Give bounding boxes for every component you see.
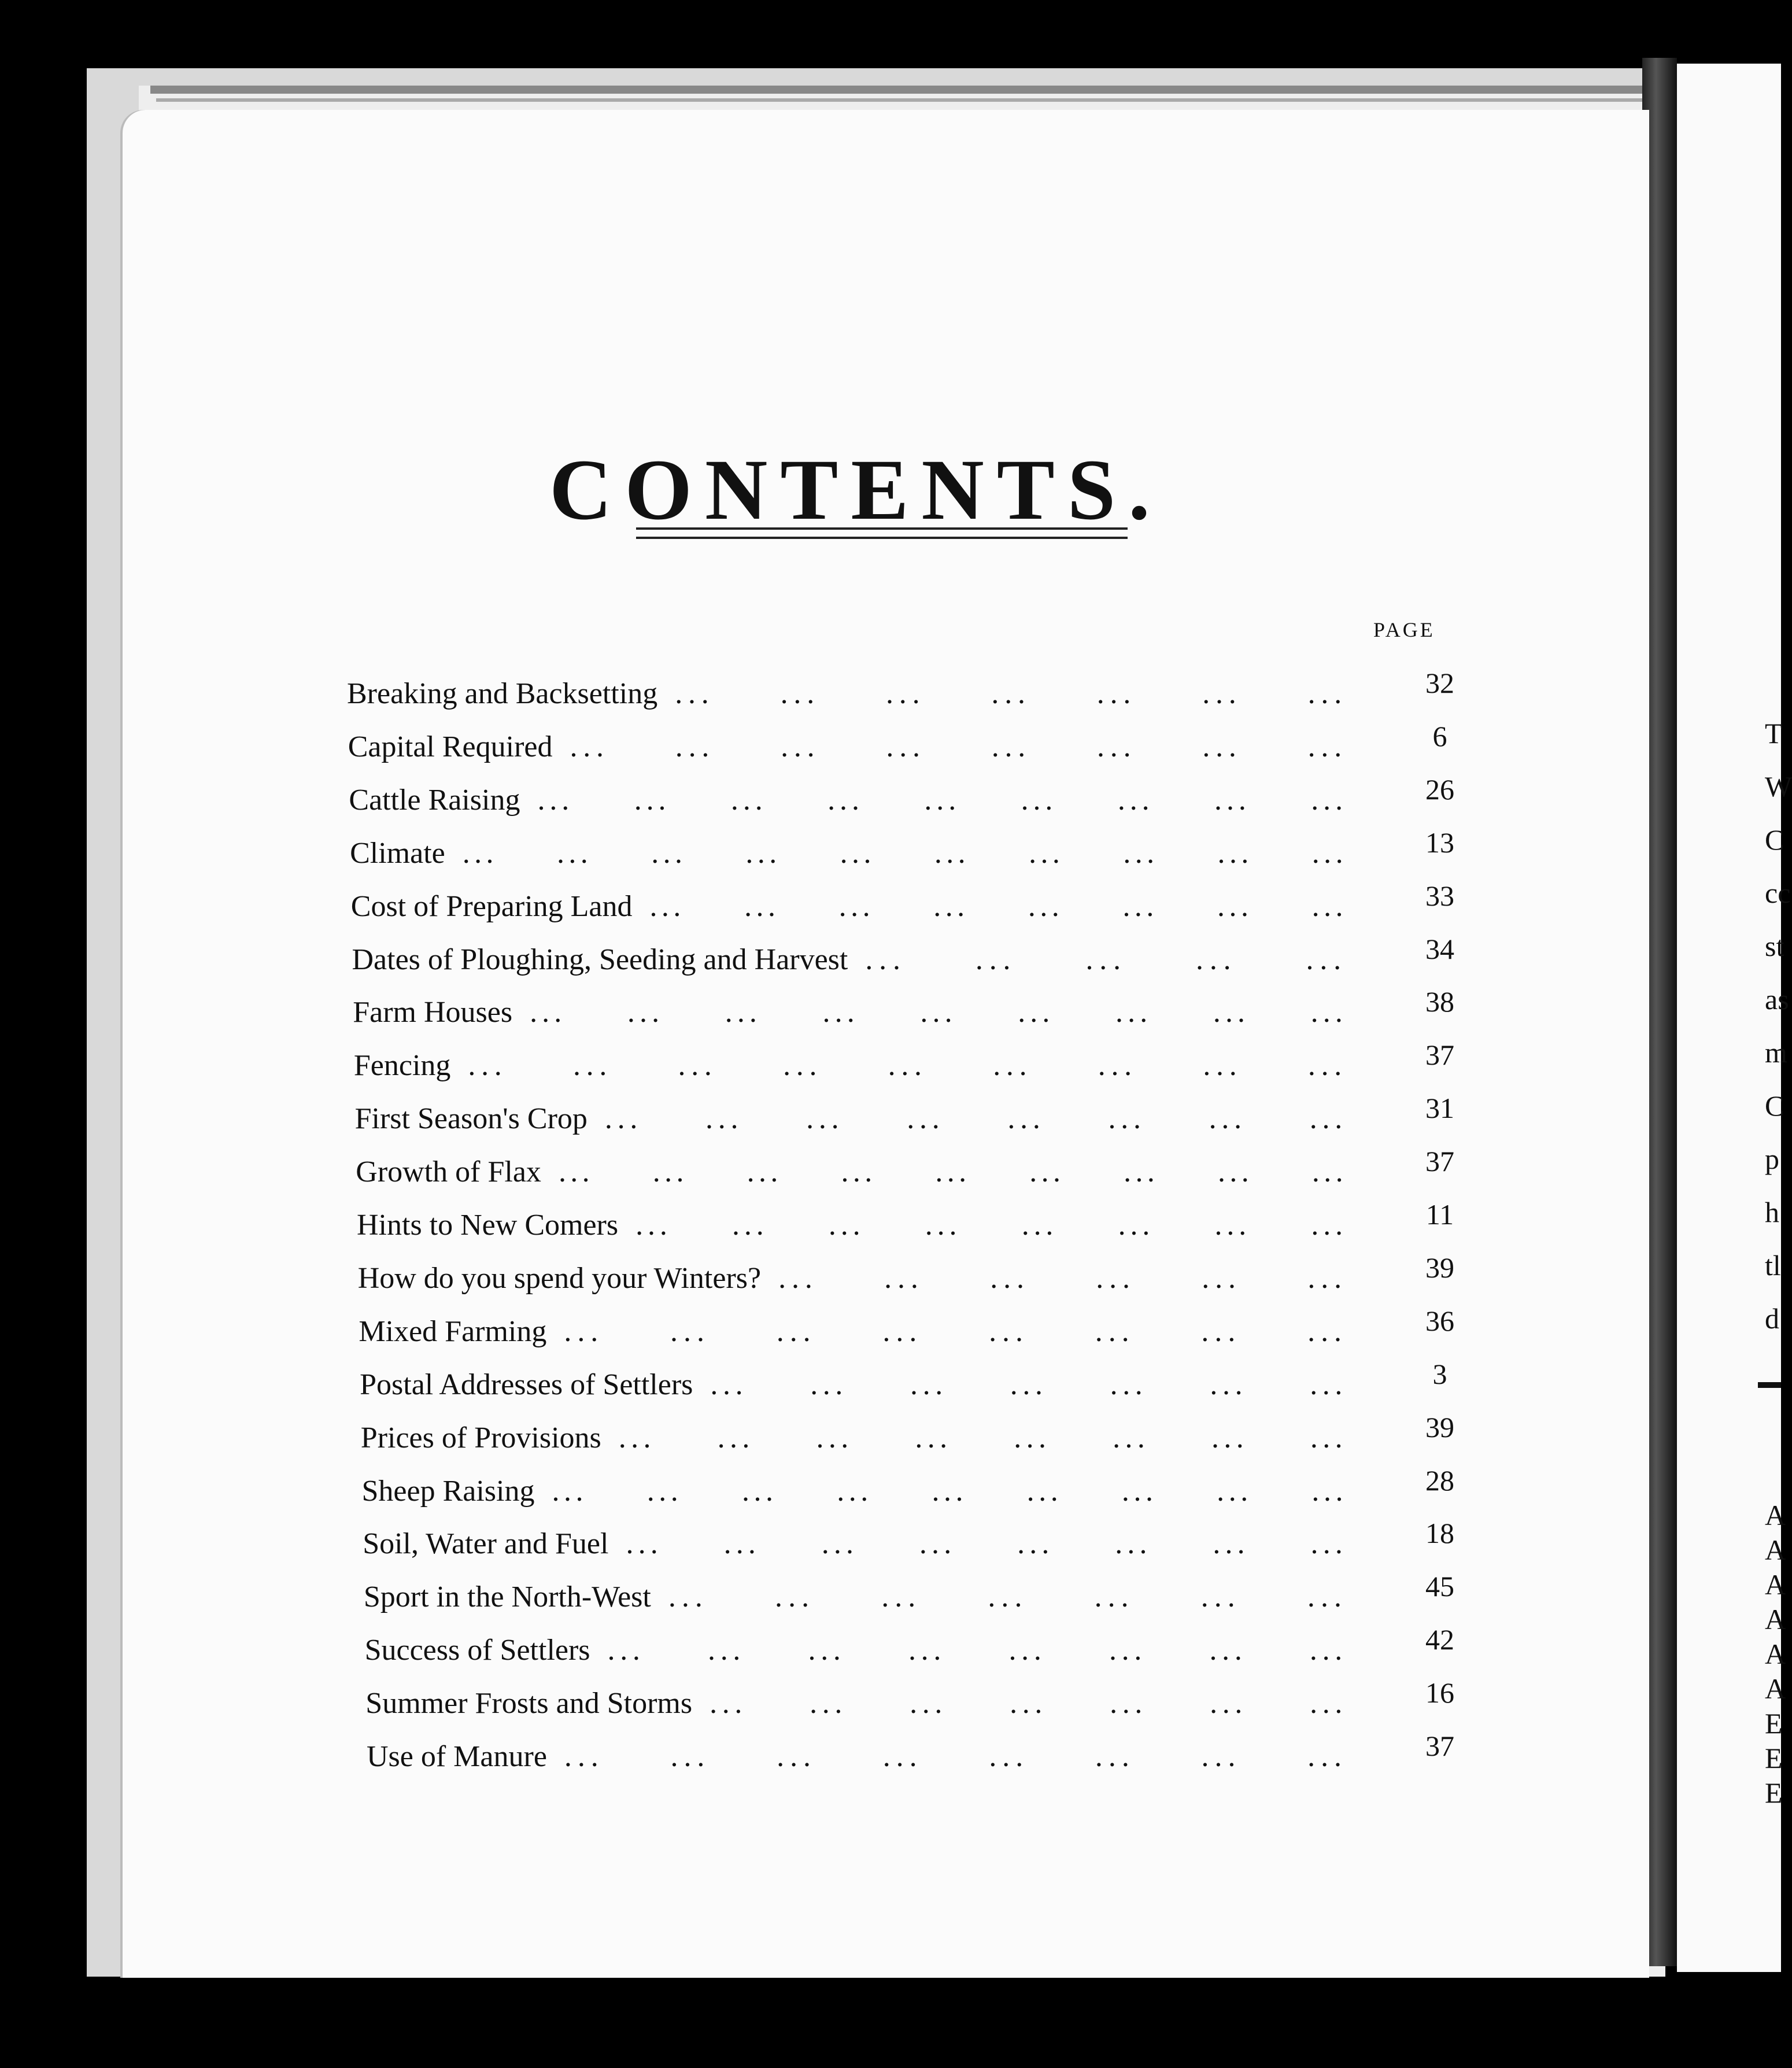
toc-leader-dots: ... ... ... ... ... ... ... ...: [618, 1421, 1347, 1454]
toc-leader-dots: ... ... ... ... ... ... ... ... ...: [530, 996, 1347, 1029]
toc-entry: [350, 826, 1486, 877]
right-page-letter: A: [1765, 1638, 1786, 1670]
toc-entry-page: 38: [1425, 985, 1454, 1018]
toc-entry-page: 33: [1425, 879, 1454, 912]
toc-leader-dots: ... ... ... ... ... ... ...: [675, 677, 1347, 710]
toc-entry-page: 32: [1425, 667, 1454, 699]
toc-leader-dots: ... ... ... ... ... ... ... ...: [564, 1740, 1347, 1773]
right-page-letter: tl: [1765, 1249, 1781, 1282]
toc-entry-title: Mixed Farming: [359, 1314, 547, 1348]
right-page-letter: T: [1765, 717, 1783, 749]
toc-entry-title: Hints to New Comers: [357, 1209, 619, 1242]
toc-leader-dots: ... ... ... ... ...: [865, 943, 1347, 976]
toc-leader-dots: ... ... ... ... ... ... ... ...: [570, 730, 1347, 763]
toc-leader-dots: ... ... ... ... ... ... ... ...: [635, 1209, 1347, 1242]
toc-entry-title: Growth of Flax: [356, 1155, 541, 1189]
right-page-letter: A: [1765, 1672, 1786, 1705]
right-page-letter: E: [1765, 1777, 1783, 1809]
toc-entry-page: 6: [1432, 719, 1447, 752]
page-column-label: PAGE: [1373, 618, 1435, 641]
toc-entry-page: 16: [1425, 1676, 1454, 1709]
toc-entry: [356, 1145, 1486, 1195]
toc-entry-page: 37: [1425, 1145, 1454, 1178]
toc-entry: [357, 1198, 1486, 1249]
toc-entry: [353, 1039, 1486, 1089]
toc-leader-dots: ... ... ... ... ... ... ...: [710, 1687, 1347, 1720]
toc-entry-title: Soil, Water and Fuel: [363, 1527, 609, 1561]
toc-entry-title: Cost of Preparing Land: [350, 889, 633, 923]
right-page-letter: A: [1765, 1534, 1786, 1566]
toc-entry: [353, 985, 1486, 1036]
toc-leader-dots: ... ... ... ... ... ... ... ...: [626, 1527, 1347, 1561]
toc-leader-dots: ... ... ... ... ... ... ... ... ...: [537, 783, 1347, 817]
toc-entry-page: 11: [1425, 1198, 1454, 1231]
toc-entry: [352, 932, 1487, 983]
toc-entry-title: Success of Settlers: [364, 1634, 590, 1667]
toc-entry-page: 39: [1425, 1410, 1454, 1443]
toc-entry-title: Climate: [350, 836, 445, 870]
toc-entry-page: 13: [1425, 826, 1454, 859]
toc-entry: [359, 1304, 1486, 1355]
toc-entry-title: Farm Houses: [353, 996, 513, 1029]
toc-entry-title: Postal Addresses of Settlers: [360, 1368, 693, 1401]
toc-entry-page: 39: [1425, 1251, 1454, 1284]
right-page-letter: p: [1765, 1143, 1779, 1175]
right-page-letter: E: [1765, 1707, 1783, 1740]
right-page-letter: st: [1765, 930, 1784, 962]
toc-entry-page: 26: [1425, 773, 1454, 806]
toc-entry: [357, 1251, 1486, 1302]
toc-entry: [363, 1517, 1486, 1567]
toc-entry-title: Capital Required: [348, 730, 553, 763]
right-page-letter: d: [1765, 1302, 1779, 1335]
toc-entry: [364, 1623, 1486, 1674]
right-page-letter: C: [1765, 823, 1784, 856]
toc-leader-dots: ... ... ... ... ... ... ...: [668, 1580, 1347, 1614]
toc-leader-dots: ... ... ... ... ... ... ... ... ...: [558, 1155, 1347, 1189]
right-page-letter: cc: [1765, 877, 1791, 909]
toc-entry: [348, 719, 1486, 770]
toc-entry-page: 31: [1425, 1092, 1454, 1125]
toc-entry-page: 42: [1425, 1623, 1454, 1656]
toc-entry-title: Sheep Raising: [361, 1474, 535, 1508]
toc-entry-title: Dates of Ploughing, Seeding and Harvest: [352, 943, 848, 976]
toc-entry: [354, 1092, 1486, 1142]
toc-leader-dots: ... ... ... ... ... ... ... ...: [564, 1314, 1347, 1348]
toc-leader-dots: ... ... ... ... ... ... ...: [710, 1368, 1347, 1401]
toc-entry-title: Breaking and Backsetting: [347, 677, 658, 710]
toc-entry-title: Summer Frosts and Storms: [365, 1687, 693, 1720]
toc-entry-page: 45: [1425, 1570, 1454, 1603]
toc-entry: [363, 1570, 1486, 1620]
toc-leader-dots: ... ... ... ... ... ... ... ... ...: [552, 1474, 1347, 1508]
toc-entry-title: First Season's Crop: [354, 1102, 588, 1136]
toc-entry: [349, 773, 1486, 823]
right-page-letter: W: [1765, 770, 1792, 803]
toc-entry-title: Cattle Raising: [349, 783, 520, 817]
toc-entry-page: 18: [1425, 1517, 1454, 1550]
right-page-letter: A: [1765, 1568, 1786, 1601]
toc-entry-page: 36: [1425, 1304, 1454, 1337]
toc-entry-title: Fencing: [353, 1049, 451, 1083]
toc-leader-dots: ... ... ... ... ... ... ... ...: [607, 1634, 1347, 1667]
toc-entry: [360, 1410, 1486, 1461]
toc-entry-title: Prices of Provisions: [360, 1421, 601, 1454]
toc-entry: [350, 879, 1486, 930]
toc-entry: [347, 667, 1486, 717]
toc-entry-page: 3: [1432, 1357, 1447, 1390]
toc-leader-dots: ... ... ... ... ... ... ... ... ... ...: [462, 836, 1347, 870]
page-title: CONTENTS.: [549, 441, 1163, 538]
toc-entry-page: 37: [1425, 1730, 1454, 1762]
toc-entry-title: How do you spend your Winters?: [357, 1261, 762, 1295]
toc-entry: [367, 1730, 1486, 1780]
toc-entry-title: Sport in the North-West: [363, 1580, 651, 1614]
right-page-letter: A: [1765, 1499, 1786, 1531]
toc-entry: [361, 1464, 1487, 1515]
toc-entry-page: 37: [1425, 1039, 1454, 1072]
right-page-letter: as: [1765, 983, 1789, 1015]
toc-entry: [360, 1357, 1486, 1408]
right-page-letter: h: [1765, 1196, 1779, 1228]
toc-leader-dots: ... ... ... ... ... ... ... ... ...: [468, 1049, 1347, 1083]
toc-leader-dots: ... ... ... ... ... ... ... ...: [649, 889, 1347, 923]
right-page-letter: A: [1765, 1603, 1786, 1635]
right-page-letter: m: [1765, 1036, 1787, 1069]
right-page-letter: C: [1765, 1090, 1784, 1122]
toc-entry-page: 28: [1425, 1464, 1454, 1497]
toc-entry-title: Use of Manure: [367, 1740, 547, 1773]
right-page-letter: E: [1765, 1742, 1783, 1774]
toc-leader-dots: ... ... ... ... ... ...: [778, 1261, 1347, 1295]
toc-entry: [365, 1676, 1486, 1727]
toc-leader-dots: ... ... ... ... ... ... ... ...: [604, 1102, 1347, 1136]
toc-entry-page: 34: [1425, 932, 1454, 965]
